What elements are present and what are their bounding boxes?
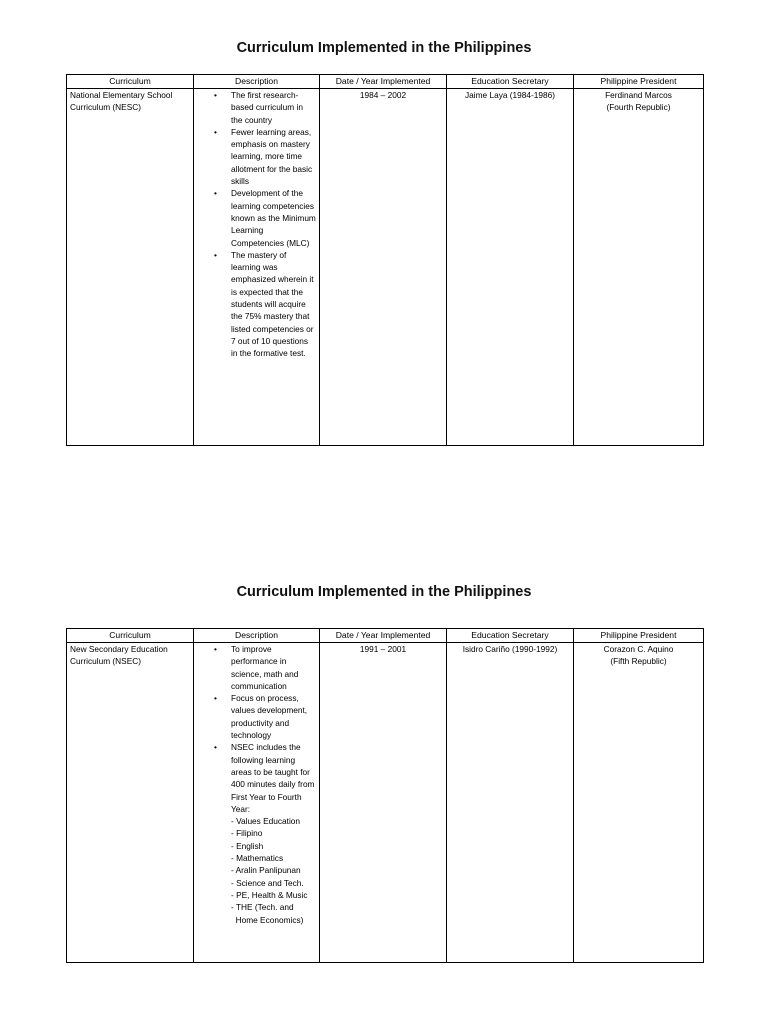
description-cell (194, 89, 320, 446)
list-item: • NSEC includes the following learning areas to be taught for 400 minutes daily from First Year to Fourth Year: (231, 741, 316, 815)
header-secretary: Education Secretary (447, 629, 574, 643)
header-curriculum: Curriculum (67, 629, 194, 643)
date-cell: 1991 – 2001 (320, 643, 447, 963)
table-header-row (67, 629, 704, 643)
header-date: Date / Year Implemented (320, 75, 447, 89)
curriculum-table-1 (66, 74, 703, 446)
president-note: (Fifth Republic) (610, 656, 667, 667)
page-title-1: Curriculum Implemented in the Philippines (236, 40, 532, 56)
list-item: - Science and Tech. (231, 877, 304, 888)
president-name: Ferdinand Marcos (605, 90, 672, 100)
list-item: - Values Education (231, 816, 301, 827)
header-description: Description (194, 629, 320, 643)
header-secretary: Education Secretary (447, 75, 574, 89)
list-item: • To improve performance in science, math and communication (231, 643, 316, 692)
table-row (67, 89, 704, 446)
list-item: - THE (Tech. and (231, 902, 294, 913)
list-item: - Aralin Panlipunan (231, 865, 301, 876)
president-cell (574, 643, 704, 963)
list-item: • The first research-based curriculum in the country (231, 89, 316, 126)
list-item: - Mathematics (231, 853, 284, 864)
description-cell (194, 643, 320, 963)
list-item: - English (231, 840, 264, 851)
description-list (197, 89, 316, 360)
list-item: • Focus on process, values development, productivity and technology (231, 692, 316, 741)
header-date: Date / Year Implemented (320, 629, 447, 643)
curriculum-cell: National Elementary School Curriculum (NESC) (67, 89, 194, 446)
list-item: - Filipino (231, 828, 263, 839)
description-list (197, 643, 316, 815)
header-president: Philippine President (574, 629, 704, 643)
secretary-cell: Isidro Cariño (1990-1992) (447, 643, 574, 963)
curriculum-table-2 (66, 628, 703, 963)
list-item: • Fewer learning areas, emphasis on mastery learning, more time allotment for the basic skills (231, 126, 316, 187)
table-row (67, 643, 704, 963)
list-item: • The mastery of learning was emphasized wherein it is expected that the students will acquire the 75% mastery that listed competencies or 7 out of 10 questions in the formative test. (231, 249, 316, 360)
secretary-cell: Jaime Laya (1984-1986) (447, 89, 574, 446)
header-description: Description (194, 75, 320, 89)
header-curriculum: Curriculum (67, 75, 194, 89)
date-cell: 1984 – 2002 (320, 89, 447, 446)
president-note: (Fourth Republic) (606, 102, 671, 113)
list-item: - PE, Health & Music (231, 889, 308, 900)
header-president: Philippine President (574, 75, 704, 89)
curriculum-cell: New Secondary Education Curriculum (NSEC) (67, 643, 194, 963)
list-item: Home Economics) (231, 914, 304, 925)
page-title-2: Curriculum Implemented in the Philippines (236, 584, 532, 600)
learning-areas-list (197, 815, 316, 926)
table-header-row (67, 75, 704, 89)
president-name: Corazon C. Aquino (603, 644, 674, 654)
list-item: • Development of the learning competencies known as the Minimum Learning Competencies (MLC) (231, 187, 316, 248)
president-cell (574, 89, 704, 446)
